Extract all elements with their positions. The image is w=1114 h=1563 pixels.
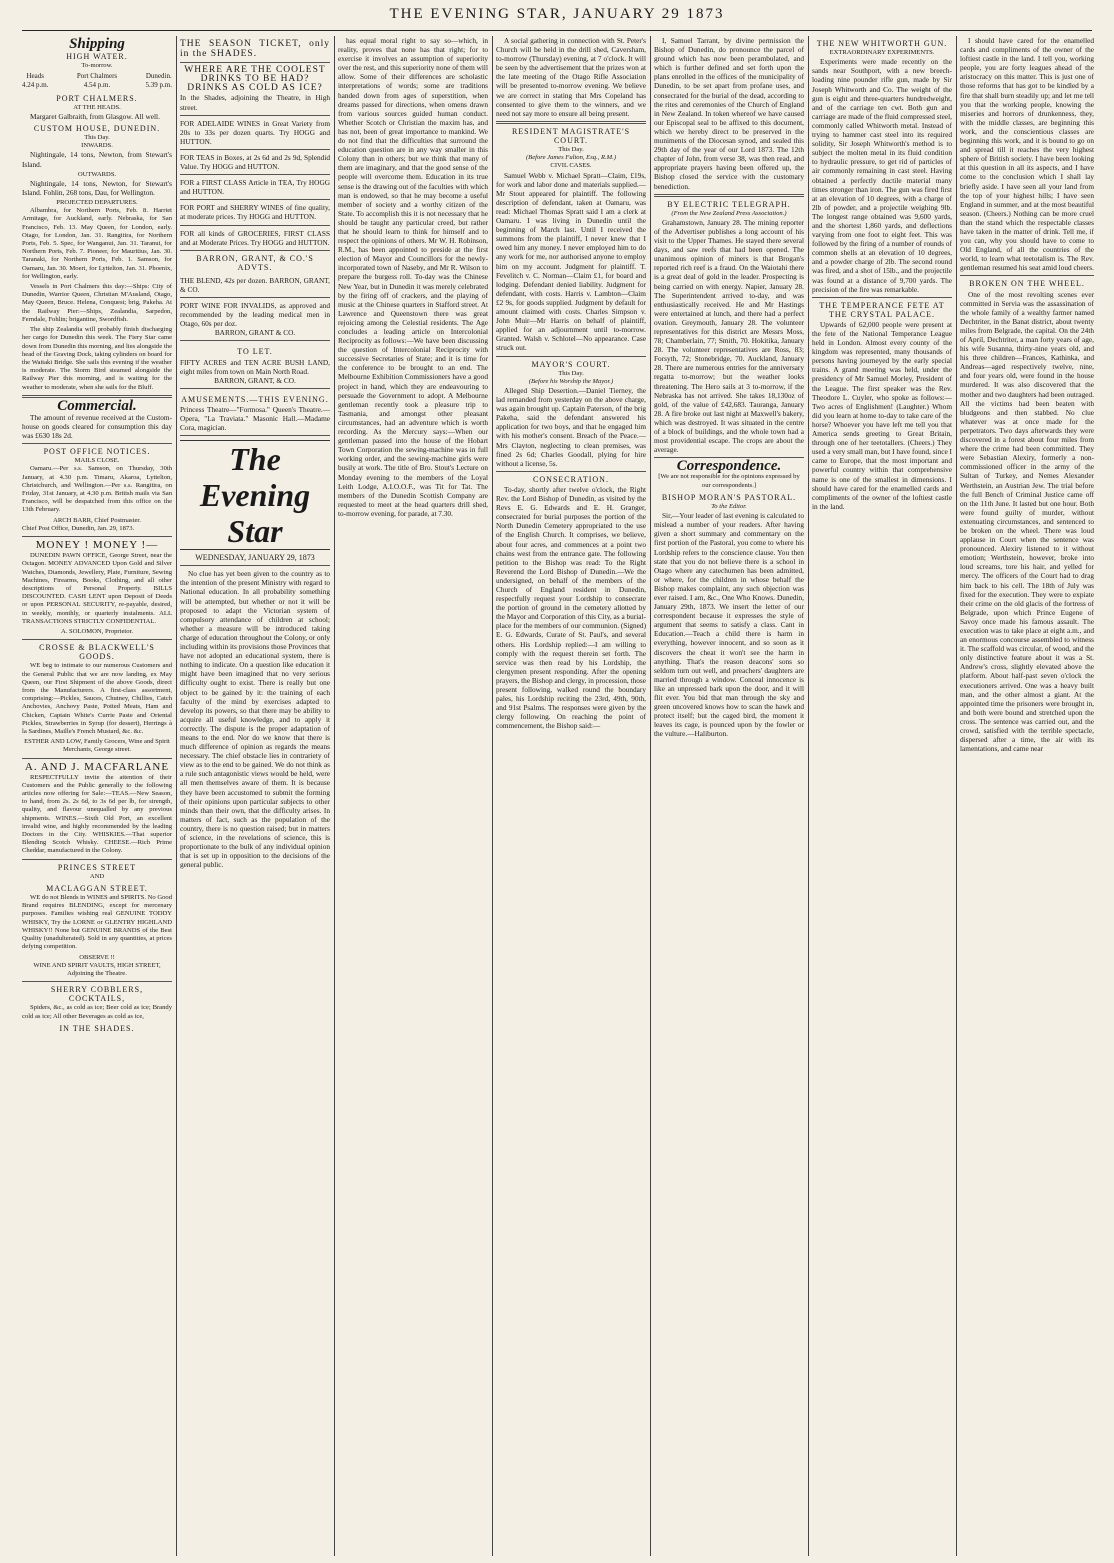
princes-and: AND — [89, 872, 105, 880]
divider — [22, 758, 172, 759]
post-office-text: Oamaru.—Per s.s. Samson, on Thursday, 30th January, at 4.30 p.m. Timaru, Akaroa, Lyttelton, Christchurch, and Wellington.—Per s.s. Rangitira, on Friday, 31st January, at 4.30 p.m. British mails via San Francisco, will be despatched from this office on the 13th February. — [22, 465, 172, 514]
mayor-day: This Day. — [558, 369, 584, 377]
masthead-rule — [22, 30, 1092, 31]
sherry-text: Spiders, &c., as cold as ice; Beer cold as ice; Brandy cold as ice; All other Beverages as cold as ice, — [22, 1004, 172, 1020]
divider — [22, 536, 172, 537]
maclaggan-text: WE do not Blends in WINES and SPIRITS. No Good Brand requires BLENDING, except for mercenary purposes. Families wishing real GENUINE TODDY WHISKY, Try the LORNE or GLENTRY HIGHLAND WHISKY!! None but GENUINE BRANDS of the Best Quality (unadulterated). Sold in any quantities, at prices defying competition. — [22, 894, 172, 951]
column-rule — [176, 36, 177, 1556]
ad-port-wine: PORT WINE FOR INVALIDS, as approved and recommended by the leading medical men in Otago, 60s per doz. BARRON, GRANT & CO. — [180, 298, 330, 341]
inwards-heading: INWARDS. — [81, 142, 113, 150]
ad-first-class-tea: FOR a FIRST CLASS Article in TEA, Try HOGG and HUTTON. — [180, 175, 330, 200]
money-sign: A. SOLOMON, Proprietor. — [61, 627, 133, 635]
dateline: WEDNESDAY, JANUARY 29, 1873 — [195, 553, 315, 563]
broken-wheel-body: One of the most revolting scenes ever committed in Servia was the assassination of the whole family of a wealthy farmer named Dechtriter, in the Banat district, about twenty miles from Belgrade, the capital. On the 24th of April, Dechtriter, a man forty years of age, his wife Susanna, thirty-nine years old, and his three children—Frances, Kathinka, and Andreas—aged respectively twelve, nine, and four years old, were found in the house murdered. It was also discovered that the mother and two daughters had been outraged. All the victims had been beaten with bludgeons and then stabbed. No clue whatever was at once made for the perpetrators. Two days afterwards they were discovered in a forest about four miles from where the crime had been committed. They were Sebastian Alexiry, formerly a non-commissioned officer in the army of the Sultan of Turkey, and Nemes Alexander Werthstein, an Austrian Jew. The trial before the full Bench of Criminal Justice came off on the 11th June. It lasted but one hour. Both were found guilty of murder, without extenuating circumstances, and sentenced to be broken on the wheel. There was loud applause in Court when the sentence was pronounced. Alexiry listened to it without emotion; Werthstein, however, broke into loud screams, tore his hair, and yelled for mercy. The officers of the Court had to drag him back to his cell. The 18th of July was fixed for the execution. They were to expiate their crime on the old glacis of the fortress of Belgrade, upon which Prince Eugene of Savoy once made his famous assault. The execution was to take place at eight a.m., and an enormous concourse assembled to witness it. The scaffold was circular, of wood, and the only distinctive feature about it was a St. Andrew's cross, slightly elevated above the platform. About half-past seven o'clock the executioners arrived. One was a heavy built man, and the other almost a giant. At the appointed time the prisoners were brought in, and both were bound and stretched upon the cross. The sentence was carried out, and the crowd, satisfied with the terrible spectacle, dispersed after a time, the air with its lamentations, and came near — [960, 289, 1094, 754]
ad-teas: FOR TEAS in Boxes, at 2s 6d and 2s 9d, Splendid Value. Try HOGG and HUTTON. — [180, 150, 330, 175]
vessels-text: Vessels in Port Chalmers this day:—Ships: City of Dunedin, Warrior Queen, Christian M'Ausland, Otago, May Queen, Bruce. Helena, Conquest; brig, Pakeha. At the Railway Pier:—Ships, Zealandia, Sarpedon, Ferndale, Fohlin; brigantine, Swordfish. — [22, 283, 172, 323]
column-news-items — [338, 36, 488, 1556]
projected-text: Albambra, for Northern Ports, Feb. 8. Harriet Armitage, for Auckland, early. Nebraska, for San Francisco, Feb. 13. May Queen, for London, early. Otago, for London, Jan. 31. Rangitira, for Northern Ports, Feb. 5. Spec, for Wanganui, Jan. 31. Taranui, for Northern Ports, Feb. 7. Pioneer, for Mauritius, Jan. 30. Taranaki, for Northern Ports, Feb. 1. Samson, for Oamaru, Jan. 30. Moeri, for Lyttelton, Jan. 31. Phoenix, for Wellington, early. — [22, 207, 172, 280]
column-telegraph — [654, 36, 804, 1556]
mayor-before: (Before his Worship the Mayor.) — [528, 377, 614, 385]
correspondence-note: [We are not responsible for the opinions expressed by our correspondents.] — [658, 473, 800, 489]
rmc-body: Samuel Webb v. Michael Spratt—Claim, £19s, for work and labor done and materials supplied.—Mr Stout appeared for plaintiff. The following description of defendant, taken at Oamaru, was read: Michael Thomas Spratt said I am a clerk at Oamaru. I was living in Dunedin until the beginning of March last. Until I received the summons from the plaintiff, I never knew that I owed him any money. I never employed him to do any work for me, nor authorised anyone to employ him on my account. Judgment for plaintiff. T. Fevelitch v. C. Norman—Claim £1, for board and lodging. Defendant denied liability. Judgment for defendant, with costs. Harris v. Lambton—Claim £2 9s, for goods supplied. Judgment by default for amount claimed with costs. Charles Simpson v. John Muir—Mr Harris on behalf of plaintiff, applied for an adjournment until to-morrow. Granted. Walsh v. Schlotel—No appearance. Case struck out. — [496, 170, 646, 353]
ad-groceries: FOR all kinds of GROCERIES, FIRST CLASS and at Moderate Prices. Try HOGG and HUTTON. — [180, 226, 330, 251]
whitworth-sub: EXTRAORDINARY EXPERIMENTS. — [829, 49, 935, 57]
post-office-heading: POST OFFICE NOTICES. — [43, 447, 151, 457]
ad-adelaide-wines: FOR ADELAIDE WINES in Great Variety from 20s to 33s per dozen quarts. Try HOGG and HUTTON. — [180, 116, 330, 150]
mayor-body: Alleged Ship Desertion.—Daniel Tierney, the lad remanded from yesterday on the above charge, was again brought up. Captain Paterson, of the brig Pakeha, said the defendant answered his application for two boys, and that he engaged him with his mother's consent. Breach of the Peace.—Mrs Clayton, neglecting to clean premises, was fined 2s 6d; Charles Goodall, plying for hire without a license, 5s. — [496, 386, 646, 468]
shades-label: IN THE SHADES. — [59, 1023, 135, 1033]
correspondence-heading: Correspondence. — [676, 458, 782, 475]
consecration-continued: I, Samuel Tarrant, by divine permission the Bishop of Dunedin, do pronounce the parcel of ground which has now been perambulated, and which is further defined and set forth upon the plans enrolled in the offices of the municipality of Dunedin, to be set apart from profane uses, and consecrated for the burial of the dead, according to the rites and ceremonies of the Church of England in New Zealand. In token whereof we have caused our Episcopal seal to be affixed to this document, which we hereby direct to be preserved in the muniments of the Diocesan synod, and sealed this 29th day of the year of our Lord 1873. The 12th chapter of John, from verse 38, was then read, and appropriate prayers having been offered up, the Bishop closed the service with the customary benediction. — [654, 36, 804, 191]
macfarlane-heading: A. AND J. MACFARLANE — [24, 760, 170, 773]
maclaggan-heading: MACLAGGAN STREET. — [46, 883, 148, 893]
ad-season-ticket: THE SEASON TICKET, only in the SHADES. — [180, 36, 330, 63]
post-office-sign: ARCH BARR, Chief Postmaster. — [53, 516, 141, 524]
commercial-heading: Commercial. — [57, 397, 137, 414]
mayor-court-heading: MAYOR'S COURT. — [531, 359, 611, 369]
letter-body: Sir,—Your leader of last evening is calculated to mislead a number of your readers. After having given a short summary and commentary on the first portion of the Pastoral, you come to where his Lordship refers to the conscience clause. You then state that you do not believe there is a school in Otago where any catechumen has been admitted, or where, for the children in whose behalf the Bishop makes complaint, any such objection was ever raised. I am, &c., One Who Knows. Dunedin, January 29th, 1873. We insert the letter of our correspondent because it expresses the style of argument that seems to satisfy a class. Cant in Education.—Teach a child there is harm in everything, however innocent, and so soon as it discovers the cheat it won't see the harm in anything. That's the reason deacons' sons so seldom turn out well, and preachers' daughters are married through a window. Conceal innocence is like an unpressed bark upon the door, and it will flit ever. You bid that man through the sky and green uncovered knows how to scan the hawk and protect itself; but the caged bird, the moment it leaves its cage, is pounced upon by the fowler or the vulture.—Haliburton. — [654, 511, 804, 739]
column-rule — [808, 36, 809, 1556]
whitworth-heading: THE NEW WHITWORTH GUN. — [816, 39, 948, 48]
temperance-continued: I should have cared for the enamelled cards and compliments of the owner of the loftiest castle in the land. I tell you, working people, you are forty leagues ahead of the aristocracy on this matter. This is just one of those reforms that has got to be kindled by a fire that shall burn steadily up; and let me tell you that the working people, knowing the miseries and horrors of drunkenness, they, with the middle classes, are beginning this work, and the conscientious classes are beginning this work, and it is bound to go on and spread till it reaches the very highest sphere of British society. I have been looking at this question in all its aspects, and I have come to the conclusion which I shall lay briefly aside. I have seen all your land from the top of your highest hills; I have seen England in summer, and at the most beautiful season. (Cheers.) Nothing can be more cruel than the stand which the respectable classes have taken in the matter of drink. Tell me, if you can, why you should have to come to Old England, of all the countries of the world, to learn what teetotalism is. The Rev. gentleman resumed his seat amid loud cheers. — [960, 36, 1094, 273]
arrived-heading: AT THE HEADS. — [73, 103, 121, 111]
rmc-day: This Day. — [558, 146, 584, 154]
princes-street-heading: PRINCES STREET — [57, 862, 137, 872]
crosse-blackwell-heading: CROSSE & BLACKWELL'S GOODS. — [39, 643, 155, 662]
column-rule — [334, 36, 335, 1556]
tide-table — [22, 72, 172, 90]
letter-to: To the Editor. — [711, 502, 747, 510]
letter-heading: BISHOP MORAN'S PASTORAL. — [661, 492, 797, 502]
divider — [22, 639, 172, 640]
tide-port-chalmers: Port Chalmers 4.54 p.m. — [76, 72, 118, 90]
rmc-heading: RESIDENT MAGISTRATE'S COURT. — [511, 126, 631, 145]
divider — [496, 471, 646, 472]
telegraph-heading: BY ELECTRIC TELEGRAPH. — [667, 199, 791, 209]
news-items-body: has equal moral right to say so—which, in reality, proves that none has that right; for to exercise it involves an assumption of superiority over the rest, and this superiority none of them will allow. Some of their differences are scholastic interpretations of words; some are traditions handed down from ages of superstition, when dreams passed for directions, when omens drawn from various sources guided human conduct. Whether Scotch or Christian the maxim has, and has not, been of great importance to mankind. We do not find that the difficulties that surround the education question are in any way smaller in this Colony than in others; but we think that many of them are imaginary, and that the good sense of the people will overcome them. Education in its true sense is the drawing out of the faculties with which man is endowed, so that he may become a useful member of society and a worthy citizen of the State. To accomplish this it is not necessary that he should be taught any particular creed, but rather that he should learn to think for himself and to respect the opinions of others. Mr W. H. Robinson, R.M., has been appointed to preside at the first election of Mayor and Councillors for the newly-incorporated town of Naseby, and Mr R. Wilson to prepare the burgess roll. To-day was the Chinese New Year, but in Dunedin it was merely celebrated by the firing off of crackers, and the playing of music at the Chinese quarters in Stafford street. At Lawrence and Queenstown there was great rejoicing among the Celestial residents. The Age concludes a leading article on Intercolonial Reciprocity as follows:—We have been discussing the question of Intercolonial Reciprocity with successive Secretaries of State; and it is time for the conference to be brought to an end. The Melbourne Exhibition Commissioners have a good project in hand, which they are endeavouring to persuade the Government to adopt. A Melbourne gentleman recently took a pleasure trip to Tasmania, and amongst other pleasant circumstances, had an adventure which is worth recording. As the Mercury says:—When our gentleman passed into the house of the Hobart Town Corporation the sewing-machine was in full working order, and the sewing-machine girls were busily at work. The title of Bro. Stout's Lecture on Monday evening to the members of the Loyal Leith Lodge, A.I.O.O.F., was Tit for Tat. The members of the Dunedin Scottish Company are requested to meet at the head quarters drill shed, to-morrow evening, for parade, at 7.30. — [338, 36, 488, 518]
ad-the-blend: THE BLEND, 42s per dozen. BARRON, GRANT, & CO. — [180, 273, 330, 298]
wine-vaults-label: WINE AND SPIRIT VAULTS, HIGH STREET, Adjoining the Theatre. — [33, 961, 161, 977]
outwards-text: Nightingale, 14 tons, Newton, for Stewart's Island. Fohlin, 268 tons, Dau, for Wellington. — [22, 178, 172, 197]
column-rule — [650, 36, 651, 1556]
column-rule — [492, 36, 493, 1556]
zealandia-text: The ship Zealandia will probably finish discharging her cargo for Dunedin this week. The Fiery Star came down from Dunedin this morning, and lies alongside the head of the Graving Dock, taking cylinders on board for the Waitaki Bridge. She sails this evening if the weather is moderate. The Storm Bird steamed alongside the Railway Pier this morning, and is waiting for the weather to moderate, when she sails for the Bluff. — [22, 326, 172, 391]
divider — [496, 356, 646, 357]
divider — [960, 275, 1094, 276]
telegraph-source: (From the New Zealand Press Association.) — [671, 209, 787, 217]
sherry-heading: SHERRY COBBLERS, COCKTAILS, — [50, 985, 144, 1004]
column-ads-editorial — [180, 36, 330, 1556]
money-text: DUNEDIN PAWN OFFICE, George Street, near the Octagon. MONEY ADVANCED Upon Gold and Silver Watches, Diamonds, Jewellery, Plate, Furniture, Sewing Machines, Firearms, Books, Clothing, and all other descriptions of Personal Property. BILLS DISCOUNTED. CASH LENT upon Deposit of Deeds or upon PERSONAL SECURITY, re-payable, desired, in weekly, monthly, or quarterly instalments. ALL TRANSACTIONS STRICTLY CONFIDENTIAL. — [22, 552, 172, 625]
temperance-heading: THE TEMPERANCE FETE AT THE CRYSTAL PALACE. — [819, 300, 945, 319]
macfarlane-text: RESPECTFULLY invite the attention of their Customers and the Public generally to the following articles now offering for Sale:—TEAS.—New Season, to hand, from 2s. 2s 6d, to 3s 6d per lb, for strength, quality, and flavour unequalled by any previous shipments. WINES.—Sixth Old Port, an excellent invalid wine, and highly recommended by the leading Doctors in the City. WHISKIES.—That superior Blending Scotch Whisky. CHEESE.—Rich Prime Cheddar, manufactured in the Colony. — [22, 773, 172, 855]
column-whitworth — [812, 36, 952, 1556]
arrived-text: Margaret Galbraith, from Glasgow. All well. — [30, 111, 160, 121]
shipping-heading: Shipping — [69, 36, 125, 52]
barron-heading: BARRON, GRANT, & CO.'S ADVTS. — [196, 253, 314, 272]
social-items: A social gathering in connection with St. Peter's Church will be held in the drill shed, Caversham, to-morrow (Thursday) evening, at 7 o'clock. It will be seen by the advertisement that the prizes won at the late meeting of the Otago Rifle Association will be presented to-morrow evening. We believe we are correct in stating that Mrs Copeland has consented to give them to the winners, and we need not say more to ensure all being present. — [496, 36, 646, 118]
tide-heads: Heads 4.24 p.m. — [22, 72, 49, 90]
inwards-text: Nightingale, 14 tons, Newton, from Stewart's Island. — [22, 150, 172, 169]
column-rule — [956, 36, 957, 1556]
money-heading: MONEY ! MONEY !— — [35, 539, 159, 552]
divider — [22, 981, 172, 982]
consecration-body: To-day, shortly after twelve o'clock, the Right Rev. the Lord Bishop of Dunedin, as visited by the Revs E. G. Edwards and E. H. Granger, consecrated for burial purposes the portion of the North Dunedin Cemetery appropriated to the use of the English Church. It comprises, we believe, about four acres, and commences at a point two chains west from the entrance gate. The following petition to the Bishop was read: To the Right Reverend the Lord Bishop of Dunedin.—We the undersigned, on behalf of the members of the Church of England resident in Dunedin, respectfully request your Lordship to consecrate the portion of ground in the cemetery allotted by the Mayor and Corporation of this City, as a burial-place for the members of our communion. (Signed) E. G. Edwards, Curate of St. Paul's, and several others. His Lordship replied:—I am willing to comply with the request therein set forth. The service was then read by his Lordship, the clergymen present responding. After the opening prayers, the Bishop and clergy, in procession, those present following, walked round the boundary pales, his Lordship reciting the 23rd, 49th, 90th, and 91st Psalms. The responses were given by the clergy following. On reaching the point of commencement, the Bishop said:— — [496, 484, 646, 731]
crosse-blackwell-text: WE beg to intimate to our numerous Customers and the General Public that we are now landing, ex May Queen, our First Shipment of the above Goods, direct from the Manufacturers. A first-class assortment, comprising:—Pickles, Sauces, Chutney, Chillies, Catch Anchovies, Anchovy Paste, Potted Meats, Ham and Chicken, Captain White's Currie Paste and Oriental Pickles, Strawberries in Syrup (for dessert), Herrings à la Sardines, Maille's French Mustard, &c. &c. — [22, 662, 172, 735]
tomorrow-label: To-morrow. — [81, 62, 113, 70]
ad-coolest-drinks: WHERE ARE THE COOLEST DRINKS TO BE HAD? DRINKS AS COLD AS ICE? In the Shades, adjoining the Theatre, in High street. — [180, 63, 330, 115]
column-courts — [496, 36, 646, 1556]
projected-heading: PROJECTED DEPARTURES. — [56, 199, 138, 207]
crosse-blackwell-sign: ESTHER AND LOW, Family Grocers, Wine and Spirit Merchants, George street. — [24, 738, 170, 754]
divider — [496, 121, 646, 124]
temperance-body: Upwards of 62,000 people were present at the fete of the National Temperance League held in London. Almost every county of the kingdom was represented, many thousands of persons having journeyed by the early special trains. A grand meeting was held, under the presidency of Mr Samuel Morley, President of the League. The first speaker was the Rev. Theodore L. Cuyler, who spoke as follows:—Two acres of Englishmen! (Laughter.) Whom did you learn at home to-day to take care of the horse? Whoever you have left me tell you that America sends greeting to Great Britain, through one of her teetotallers. (Cheers.) They used a very small man, but I have found, since I came to Europe, that the most important and powerful country within that comprehensive name is one of the smallest in dimensions. I should have cared for the enamelled cards and compliments of the owner of the loftiest castle in the land. — [812, 319, 952, 511]
mails-close-label: MAILS CLOSE. — [74, 457, 120, 465]
tide-dunedin: Dunedin. 5.39 p.m. — [145, 72, 172, 90]
consecration-heading: CONSECRATION. — [533, 474, 609, 484]
broken-wheel-heading: BROKEN ON THE WHEEL. — [969, 279, 1085, 289]
column-shipping — [22, 36, 172, 1556]
post-office-date: Chief Post Office, Dunedin, Jan. 29, 1873. — [22, 524, 135, 532]
divider — [654, 194, 804, 197]
civil-cases-label: CIVIL CASES. — [550, 162, 592, 170]
column-broken-wheel — [960, 36, 1094, 1556]
commercial-text: The amount of revenue received at the Custom-house on goods cleared for consumption this day was £630 18s 2d. — [22, 412, 172, 440]
divider — [812, 297, 952, 298]
observe-label: OBSERVE !! — [79, 953, 115, 961]
editorial-body: No clue has yet been given to the country as to the intention of the present Ministry with regard to National education. In all probability something will be attempted, but whether or not it will be proposed to adapt the Victorian system of compulsory attendance of children at school; whether a measure will be introduced taking charge of education throughout the Colony, or only including within its provisions those Provinces that have not adopted an educational system, there is nothing to indicate. On a question like education it might have been imagined that no very serious difficulty ought to exist. There is really but one object to be gained by it: the training of each faculty of the mind by exercises adapted to develop its powers, so that there may be ability to acquire all useful knowledge, and to apply it correctly. The dispute is the proper adaptation of means to the end. Nor do we know that there is much difference of opinion as regards the means necessary. The chief obstacle lies in contrariety of view as to the end to be gained. We do not think as a rule such antagonistic views would be held, were all men themselves aware of them. It is because they have been accustomed to submit the forming of their opinions upon particular subjects to other minds than their own, that the difficulty arises. In matters of fact, such as the population of the country, there is no question raised; but in matters of science, in the revelations of science, this is proportionate to the bulk of any individual opinion that is set up in opposition to the decisions of the general public. — [180, 569, 330, 870]
page-masthead: THE EVENING STAR, JANUARY 29 1873 — [389, 6, 725, 22]
custom-house-heading: CUSTOM HOUSE, DUNEDIN. — [33, 123, 161, 133]
rmc-before: (Before James Fulton, Esq., R.M.) — [525, 154, 617, 162]
divider — [22, 859, 172, 860]
outwards-heading: OUTWARDS. — [77, 170, 117, 178]
this-day-label: This Day. — [84, 134, 110, 142]
newspaper-flag: The Evening Star — [180, 440, 330, 550]
high-water-heading: HIGH WATER. — [66, 52, 128, 62]
ad-to-let: TO LET. FIFTY ACRES and TEN ACRE BUSH LAND, eight miles from town on Main North Road. BARRON, GRANT, & CO. — [180, 341, 330, 388]
port-chalmers-heading: PORT CHALMERS. — [56, 93, 138, 103]
divider — [22, 443, 172, 444]
divider — [180, 565, 330, 566]
amusements: AMUSEMENTS.—THIS EVENING. Princess Theatre—"Formosa." Queen's Theatre.—Opera, "La Traviata." Masonic Hall.—Madame Cora, magician. — [180, 389, 330, 436]
telegraph-body: Grahamstown, January 28. The mining reporter of the Advertiser publishes a long account of his visit to the Upper Thames. He stayed there several days, and saw reefs that had been opened. The unanimous opinion of miners is that Brogan's reported rich reef is a fraud. On the Waiotahi there is a great deal of gold in the leader. Prospecting is being carried on with energy. Napier, January 28. The Superintendent arrived to-day, and was enthusiastically received. He and Mr Hastings were entertained at lunch, and there had a perfect ovation. Greymouth, January 28. The volunteer representatives for this district are Messrs Moss, 78; Chamberlain, 77; Smith, 70. Hokitika, January 28. The volunteer representatives are Ross, 83; Forsyth, 72; Stonebridge, 70. Auckland, January 28. There are numerous entries for the anniversary regatta to-morrow; but the weather looks threatening. The Hero sails at 3 to-morrow, if the Nebraska has not arrived. She takes 18,130oz of gold, of the value of £42,683. Tauranga, January 28. A fire broke out last night at Maxwell's bakery, which was destroyed. It was situated in the centre of a block of buildings, and the whole town had a most providential escape. The crops are about the average. — [654, 217, 804, 455]
whitworth-body: Experiments were made recently on the sands near Southport, with a new breech-loading nine pounder rifle gun, made by Sir Joseph Whitworth and Co. The weight of the gun is eight and three-quarters hundredweight, and of the carriage ten cwt. Both gun and carriage are made of the fluid compressed steel, commonly called Whitworth metal. Instead of trying to hammer cast steel into its required solidity, Sir Joseph Whitworth's method is to subject the molten metal in its fluid condition to hydraulic pressure, to get rid of particles of air commonly remaining in cast steel. Having obtained a perfectly ductile material many times stronger than iron. The gun was fired first at an elevation of 10 degrees, with a charge of 2lb of powder, and a projectile weighing 9lb. The longest range obtained was 9,600 yards, and the shortest 1,860 yards, and deflections varying from one foot to eight feet. This was followed by the firing of a number of rounds of common shells at an elevation of 10 degrees, and a powder charge of 2lb. The second round was fired, and a shot of 15lb., and the projectile was found at a distance of 9,700 yards. The precision of the fire was remarkable. — [812, 57, 952, 294]
ad-port-sherry: FOR PORT and SHERRY WINES of fine quality, at moderate prices. Try HOGG and HUTTON. — [180, 200, 330, 225]
